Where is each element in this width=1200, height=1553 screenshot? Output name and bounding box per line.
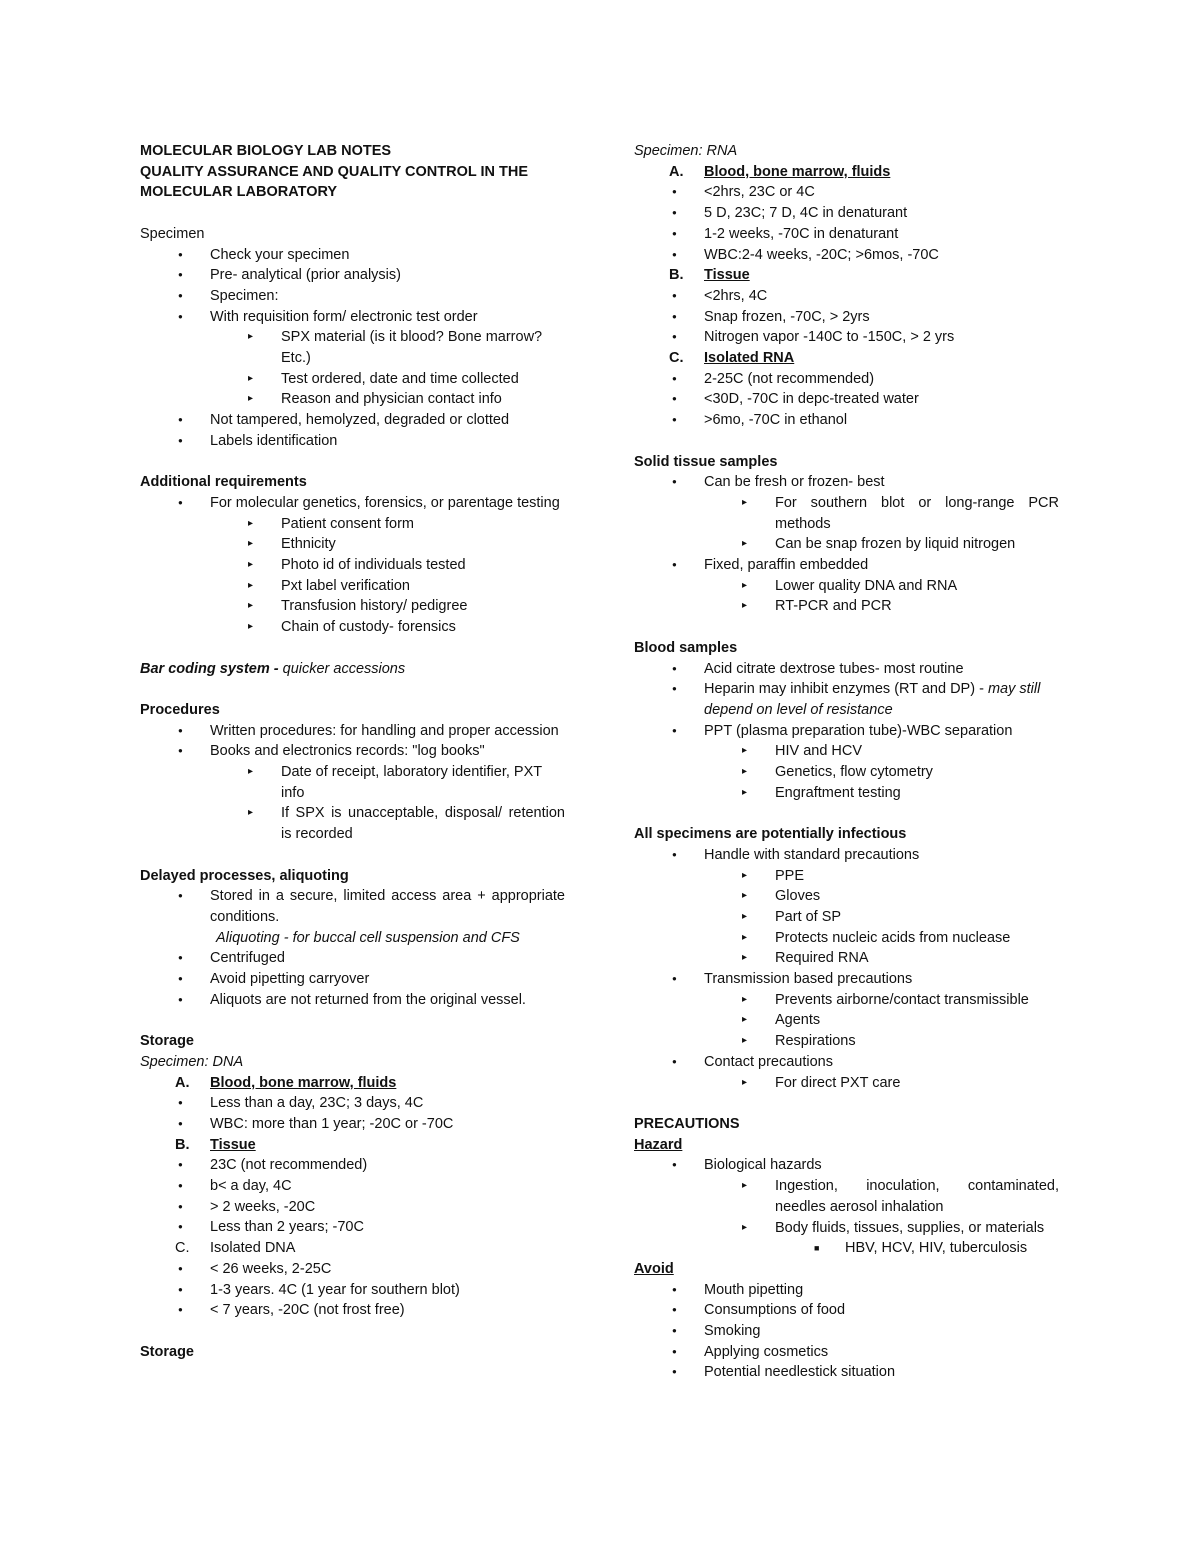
list-item: ● Nitrogen vapor -140C to -150C, > 2 yrs xyxy=(634,327,1059,348)
list-item: ● Less than 2 years; -70C xyxy=(140,1217,565,1238)
list-item: ● 1-3 years. 4C (1 year for southern blot) xyxy=(140,1280,565,1301)
sub-list-item: ▸ Reason and physician contact info xyxy=(140,389,565,410)
rna-c-label: Isolated RNA xyxy=(704,350,795,367)
sub-list-item: ▸ Gloves xyxy=(634,886,1059,907)
subheading-hazard: Hazard xyxy=(634,1136,683,1153)
sub-list-item: ▸ Can be snap frozen by liquid nitrogen xyxy=(634,534,1059,555)
sub-list-item: ▸ HIV and HCV xyxy=(634,741,1059,762)
letter-c: C. xyxy=(669,350,684,367)
rna-a-label: Blood, bone marrow, fluids xyxy=(704,163,891,180)
list-item: ● WBC: more than 1 year; -20C or -70C xyxy=(140,1114,565,1135)
sub-list-item: ▸ Prevents airborne/contact transmissible xyxy=(634,990,1059,1011)
dna-a-label: Blood, bone marrow, fluids xyxy=(210,1074,397,1091)
list-item: ● Avoid pipetting carryover xyxy=(140,969,565,990)
list-item: ● b< a day, 4C xyxy=(140,1176,565,1197)
section-heading-storage: Storage xyxy=(140,1033,194,1050)
list-item: ● Applying cosmetics xyxy=(634,1342,1059,1363)
sub-list-item: ▸ Part of SP xyxy=(634,907,1059,928)
sub-list-item: ▸ Chain of custody- forensics xyxy=(140,617,565,638)
barcode-line xyxy=(140,659,565,680)
sub-list-item: ▸ RT-PCR and PCR xyxy=(634,596,1059,617)
list-item: ● 5 D, 23C; 7 D, 4C in denaturant xyxy=(634,203,1059,224)
sub-list-item: ▸ PPE xyxy=(634,866,1059,887)
specimen-dna-label: Specimen: DNA xyxy=(140,1053,244,1070)
sub-list-item: ▸ Respirations xyxy=(634,1031,1059,1052)
list-item: ● Smoking xyxy=(634,1321,1059,1342)
list-item: ● Stored in a secure, limited access area + appropriate conditions. xyxy=(140,886,565,927)
sub-list-item: ▸ Ingestion, inoculation, contaminated, needles aerosol inhalation xyxy=(634,1176,1059,1217)
list-item: ● Check your specimen xyxy=(140,245,565,266)
barcode-text: quicker accessions xyxy=(282,660,406,677)
section-heading-additional: Additional requirements xyxy=(140,474,307,491)
sub-list-item: ▸ For direct PXT care xyxy=(634,1073,1059,1094)
list-item: ● 1-2 weeks, -70C in denaturant xyxy=(634,224,1059,245)
section-heading-delayed: Delayed processes, aliquoting xyxy=(140,867,349,884)
section-heading-specimen: Specimen xyxy=(140,225,205,242)
letter-b: B. xyxy=(669,267,684,284)
sub-list-item: ▸ Protects nucleic acids from nuclease xyxy=(634,928,1059,949)
sub-list-item: ▸ Transfusion history/ pedigree xyxy=(140,596,565,617)
letter-a: A. xyxy=(175,1074,190,1091)
list-item: ● Transmission based precautions xyxy=(634,969,1059,990)
list-item: ● Specimen: xyxy=(140,286,565,307)
sub-list-item: ▸ Lower quality DNA and RNA xyxy=(634,576,1059,597)
sub-list-item: ▸ If SPX is unacceptable, disposal/ retention is recorded xyxy=(140,803,565,844)
dna-group-b xyxy=(140,1135,565,1156)
section-heading-precautions: PRECAUTIONS xyxy=(634,1115,740,1132)
aliquoting-note: Aliquoting - for buccal cell suspension and CFS xyxy=(216,929,520,946)
section-heading-storage-2: Storage xyxy=(140,1343,194,1360)
specimen-rna-label: Specimen: RNA xyxy=(634,143,738,159)
sub-list-item: ▸ Genetics, flow cytometry xyxy=(634,762,1059,783)
letter-b: B. xyxy=(175,1136,190,1153)
sub-sub-list-item: ■ HBV, HCV, HIV, tuberculosis xyxy=(634,1238,1059,1259)
sub-list-item: ▸ SPX material (is it blood? Bone marrow? Etc.) xyxy=(140,327,565,368)
barcode-label: Bar coding system - xyxy=(140,660,279,677)
list-item: ● Books and electronics records: "log books" xyxy=(140,741,565,762)
list-item: ● <2hrs, 4C xyxy=(634,286,1059,307)
list-item: ● >6mo, -70C in ethanol xyxy=(634,410,1059,431)
list-item: ● <30D, -70C in depc-treated water xyxy=(634,389,1059,410)
list-item: ● < 7 years, -20C (not frost free) xyxy=(140,1300,565,1321)
sub-list-item: ▸ Date of receipt, laboratory identifier, PXT info xyxy=(140,762,565,803)
rna-group-b xyxy=(634,265,1059,286)
list-item: ● <2hrs, 23C or 4C xyxy=(634,182,1059,203)
list-item: ● Labels identification xyxy=(140,431,565,452)
rna-b-label: Tissue xyxy=(704,267,750,284)
subheading-avoid: Avoid xyxy=(634,1260,674,1277)
sub-list-item: ▸ Test ordered, date and time collected xyxy=(140,369,565,390)
list-item xyxy=(634,679,1059,720)
sub-list-item: ▸ Ethnicity xyxy=(140,534,565,555)
list-item: ● For molecular genetics, forensics, or parentage testing xyxy=(140,493,565,514)
list-item: ● 2-25C (not recommended) xyxy=(634,369,1059,390)
dna-b-label: Tissue xyxy=(210,1136,256,1153)
sub-list-item: ▸ Pxt label verification xyxy=(140,576,565,597)
section-heading-infectious: All specimens are potentially infectious xyxy=(634,826,907,843)
sub-list-item: ▸ Required RNA xyxy=(634,948,1059,969)
list-item: ● Consumptions of food xyxy=(634,1300,1059,1321)
list-item: ● Contact precautions xyxy=(634,1052,1059,1073)
list-item: ● > 2 weeks, -20C xyxy=(140,1197,565,1218)
heparin-note: may still depend on level of resistance xyxy=(704,681,1041,718)
dna-group-c xyxy=(140,1238,565,1259)
sub-list-item: ▸ For southern blot or long-range PCR methods xyxy=(634,493,1059,534)
letter-a: A. xyxy=(669,163,684,180)
left-column xyxy=(140,141,565,1362)
dna-c-label: Isolated DNA xyxy=(210,1240,296,1257)
sub-list-item: ▸ Patient consent form xyxy=(140,514,565,535)
list-item: ● With requisition form/ electronic test order xyxy=(140,307,565,328)
dna-group-a xyxy=(140,1073,565,1094)
sub-list-item: ▸ Photo id of individuals tested xyxy=(140,555,565,576)
list-item: ● 23C (not recommended) xyxy=(140,1155,565,1176)
sub-list-item: ▸ Engraftment testing xyxy=(634,783,1059,804)
list-item: ● < 26 weeks, 2-25C xyxy=(140,1259,565,1280)
letter-c: C. xyxy=(175,1240,190,1257)
list-item: ● Can be fresh or frozen- best xyxy=(634,472,1059,493)
list-item: ● Acid citrate dextrose tubes- most routine xyxy=(634,659,1059,680)
list-item: ● Snap frozen, -70C, > 2yrs xyxy=(634,307,1059,328)
list-item: ● Not tampered, hemolyzed, degraded or clotted xyxy=(140,410,565,431)
list-item: ● Handle with standard precautions xyxy=(634,845,1059,866)
list-item: ● PPT (plasma preparation tube)-WBC separation xyxy=(634,721,1059,742)
section-heading-blood: Blood samples xyxy=(634,639,738,656)
list-item: ● Mouth pipetting xyxy=(634,1280,1059,1301)
doc-subtitle: QUALITY ASSURANCE AND QUALITY CONTROL IN THE MOLECULAR LABORATORY xyxy=(140,163,529,201)
right-column xyxy=(634,141,1059,1383)
list-item: ● Pre- analytical (prior analysis) xyxy=(140,265,565,286)
list-item: ● Fixed, paraffin embedded xyxy=(634,555,1059,576)
list-item: ● Written procedures: for handling and proper accession xyxy=(140,721,565,742)
list-item: ● Centrifuged xyxy=(140,948,565,969)
heparin-text: Heparin may inhibit enzymes (RT and DP) - xyxy=(704,681,984,698)
list-item: ● Less than a day, 23C; 3 days, 4C xyxy=(140,1093,565,1114)
list-item: ● Potential needlestick situation xyxy=(634,1362,1059,1383)
list-item: ● Aliquots are not returned from the original vessel. xyxy=(140,990,565,1011)
doc-title: MOLECULAR BIOLOGY LAB NOTES xyxy=(140,143,392,159)
list-item: ● WBC:2-4 weeks, -20C; >6mos, -70C xyxy=(634,245,1059,266)
sub-list-item: ▸ Body fluids, tissues, supplies, or materials xyxy=(634,1218,1059,1239)
sub-list-item: ▸ Agents xyxy=(634,1010,1059,1031)
rna-group-a xyxy=(634,162,1059,183)
list-item: ● Biological hazards xyxy=(634,1155,1059,1176)
section-heading-procedures: Procedures xyxy=(140,701,220,718)
rna-group-c xyxy=(634,348,1059,369)
section-heading-solid-tissue: Solid tissue samples xyxy=(634,453,778,470)
